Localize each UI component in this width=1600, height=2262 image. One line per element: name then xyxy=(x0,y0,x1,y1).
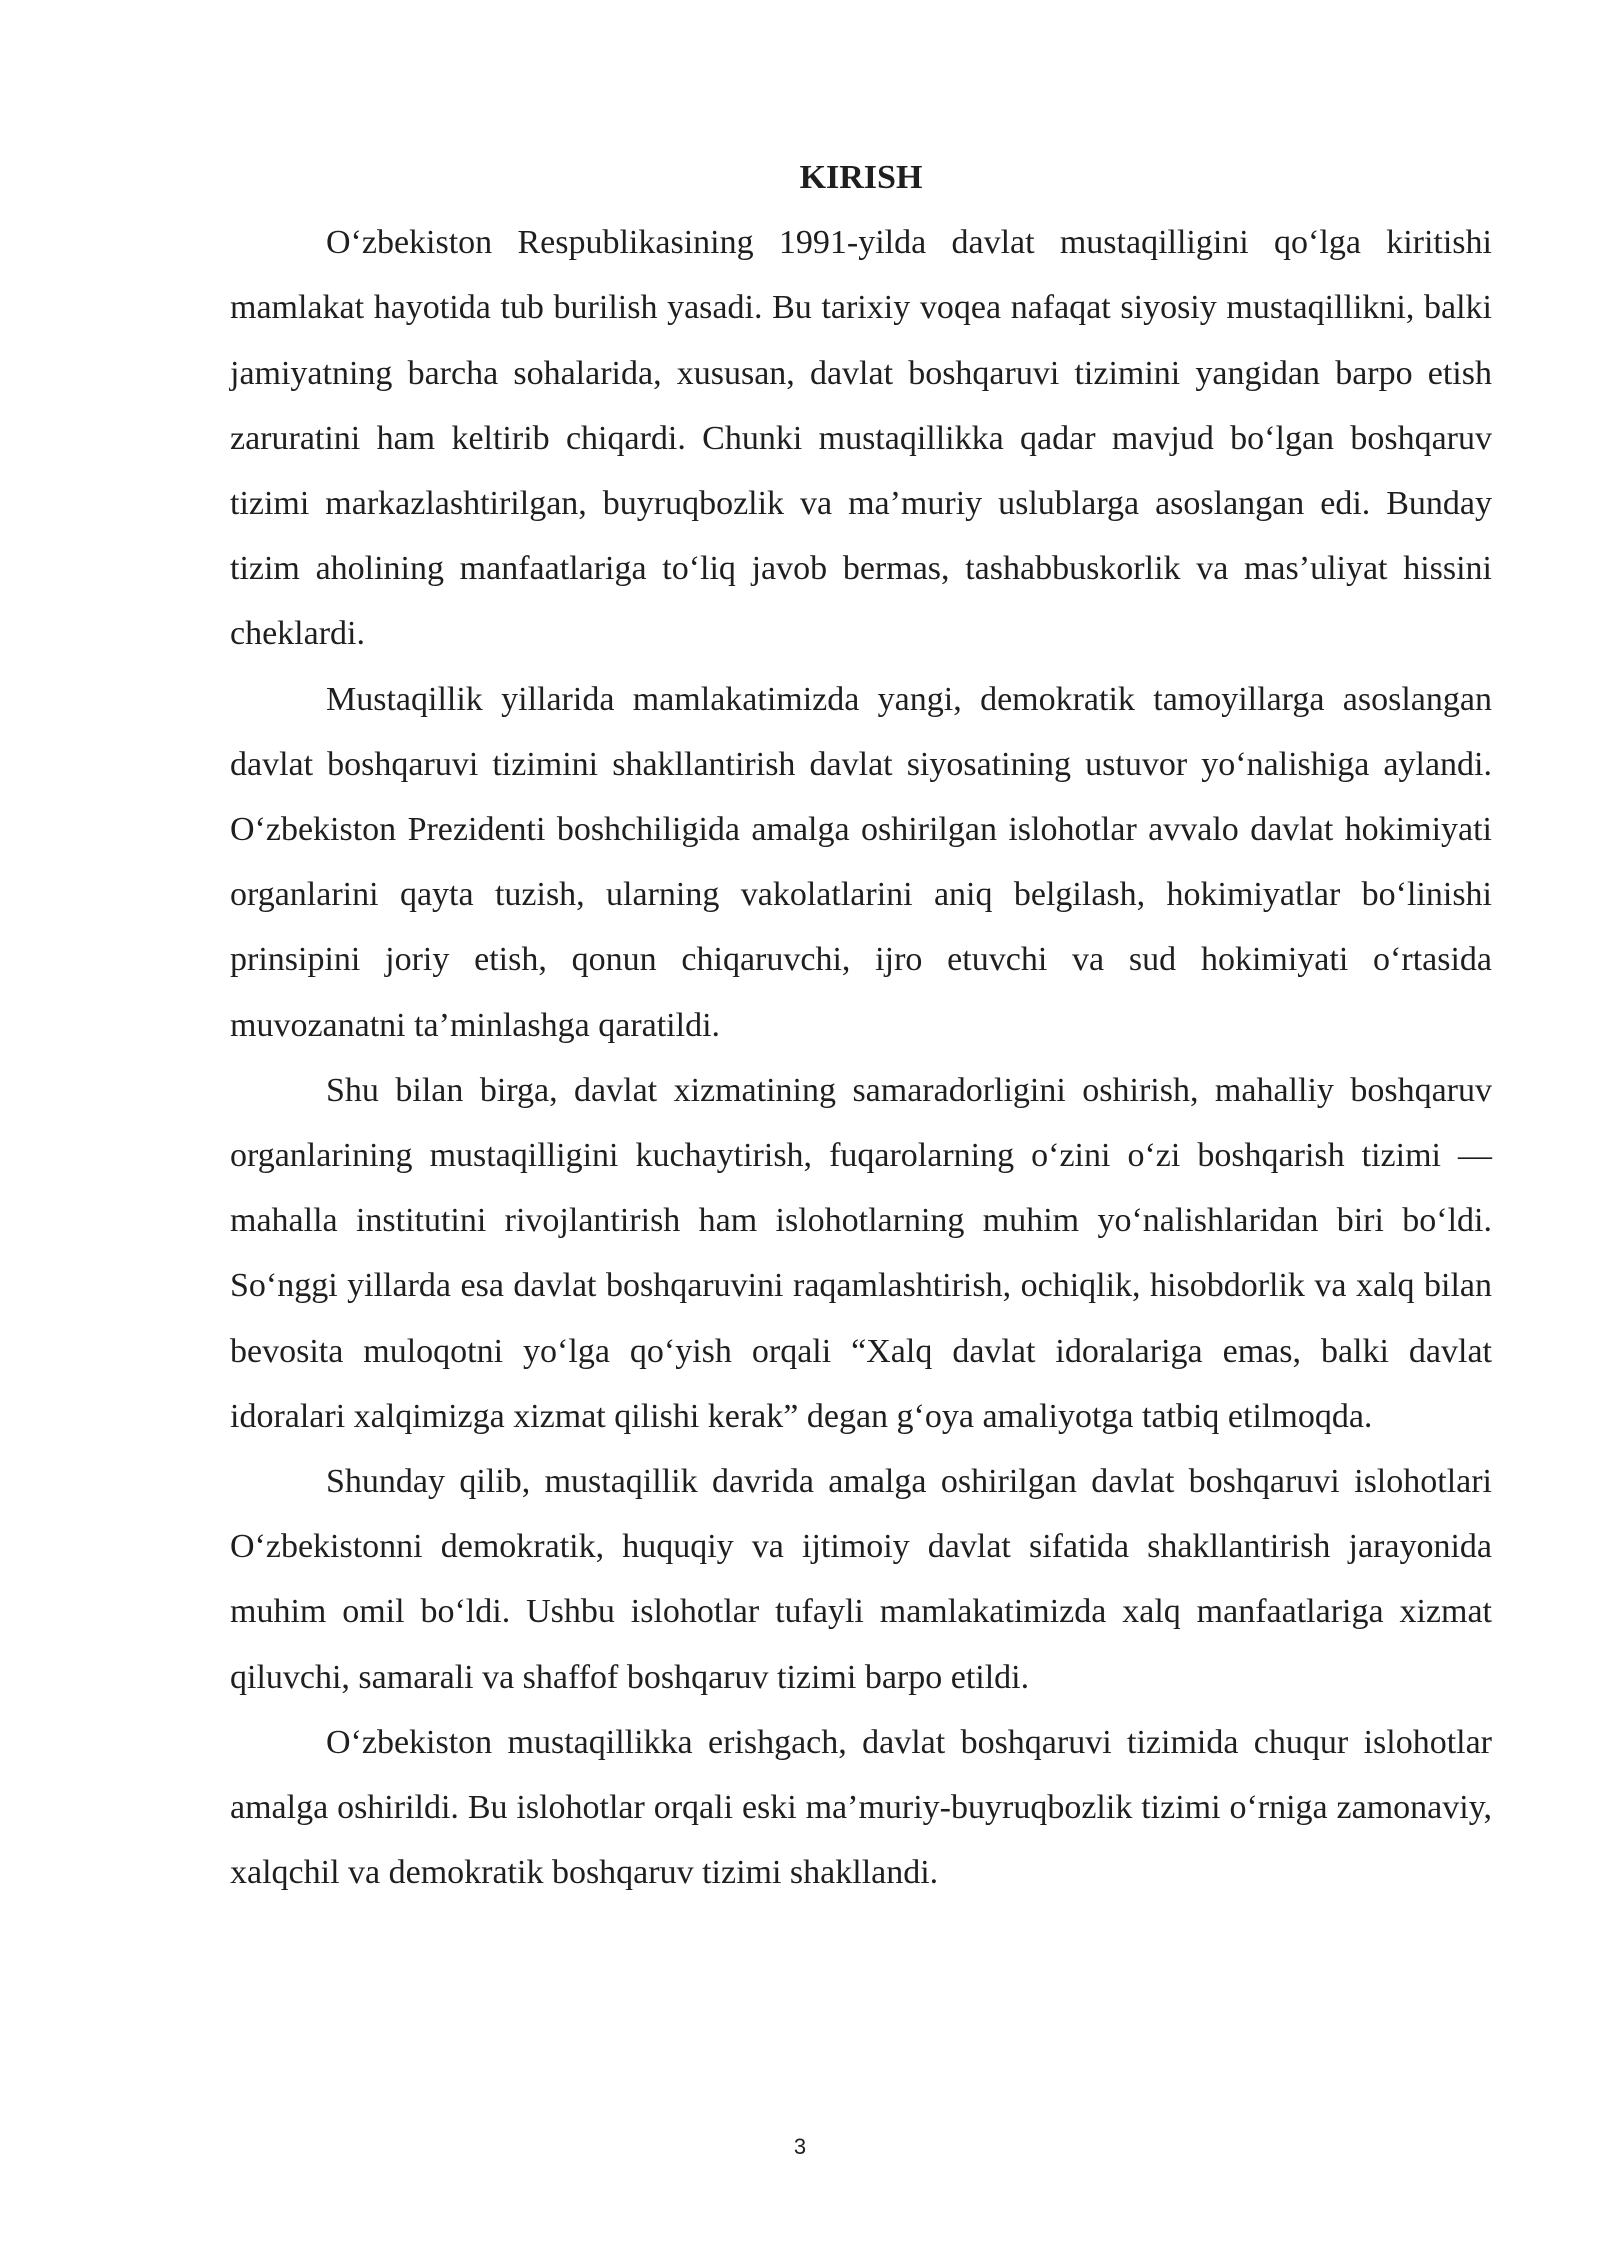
paragraph-3: Shu bilan birga, davlat xizmatining samaradorligini oshirish, mahalliy boshqaruv organlarining mustaqilligini kuchaytirish, fuqarolarning o‘zini o‘zi boshqarish tizimi — mahalla institutini rivojlantirish ham islohotlarning muhim yo‘nalishlaridan biri bo‘ldi. So‘nggi yillarda esa davlat boshqaruvini raqamlashtirish, ochiqlik, hisobdorlik va xalq bilan bevosita muloqotni yo‘lga qo‘yish orqali “Xalq davlat idoralariga emas, balki davlat idoralari xalqimizga xizmat qilishi kerak” degan g‘oya amaliyotga tatbiq etilmoqda. xyxy=(230,1071,1492,1435)
paragraph-2: Mustaqillik yillarida mamlakatimizda yangi, demokratik tamoyillarga asoslangan davlat boshqaruvi tizimini shakllantirish davlat siyosatining ustuvor yo‘nalishiga aylandi. O‘zbekiston Prezidenti boshchiligida amalga oshirilgan islohotlar avvalo davlat hokimiyati organlarini qayta tuzish, ularning vakolatlarini aniq belgilash, hokimiyatlar bo‘linishi prinsipini joriy etish, qonun chiqaruvchi, ijro etuvchi va sud hokimiyati o‘rtasida muvozanatni ta’minlashga qaratildi. xyxy=(230,680,1492,1044)
paragraph-1: O‘zbekiston Respublikasining 1991-yilda davlat mustaqilligini qo‘lga kiritishi mamlakat hayotida tub burilish yasadi. Bu tarixiy voqea nafaqat siyosiy mustaqillikni, balki jamiyatning barcha sohalarida, xususan, davlat boshqaruvi tizimini yangidan barpo etish zaruratini ham keltirib chiqardi. Chunki mustaqillikka qadar mavjud bo‘lgan boshqaruv tizimi markazlashtirilgan, buyruqbozlik va ma’muriy uslublarga asoslangan edi. Bunday tizim aholining manfaatlariga to‘liq javob bermas, tashabbuskorlik va mas’uliyat hissini cheklardi. xyxy=(230,224,1492,653)
paragraph-4: Shunday qilib, mustaqillik davrida amalga oshirilgan davlat boshqaruvi islohotlari O‘zbekistonni demokratik, huquqiy va ijtimoiy davlat sifatida shakllantirish jarayonida muhim omil bo‘ldi. Ushbu islohotlar tufayli mamlakatimizda xalq manfaatlariga xizmat qiluvchi, samarali va shaffof boshqaruv tizimi barpo etildi. xyxy=(230,1463,1492,1696)
document-body xyxy=(230,145,1492,1905)
page-number: 3 xyxy=(793,2134,807,2159)
paragraph-5: O‘zbekiston mustaqillikka erishgach, davlat boshqaruvi tizimida chuqur islohotlar amalga oshirildi. Bu islohotlar orqali eski ma’muriy-buyruqbozlik tizimi o‘rniga zamonaviy, xalqchil va demokratik boshqaruv tizimi shakllandi. xyxy=(230,1723,1492,1892)
page-title: KIRISH xyxy=(799,159,923,196)
